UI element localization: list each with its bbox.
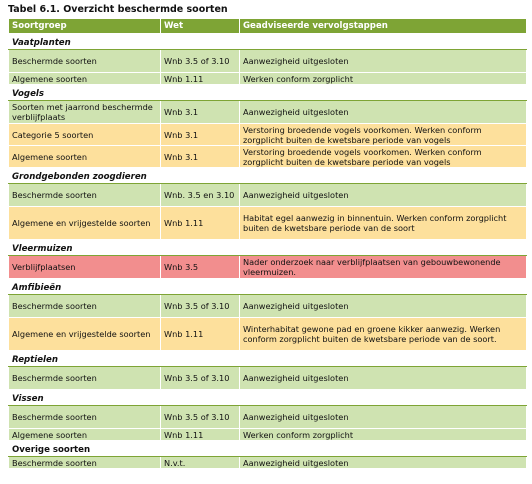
table-row [9, 124, 527, 146]
group-row-vissen [9, 390, 527, 406]
cell-advies: Aanwezigheid uitgesloten [240, 457, 527, 469]
table-row [9, 101, 527, 124]
cell-wet: Wnb 1.11 [161, 318, 240, 351]
cell-advies: Nader onderzoek naar verblijfplaatsen van gebouwbewonende vleermuizen. [240, 256, 527, 279]
table-row [9, 367, 527, 390]
header-wet: Wet [161, 19, 240, 34]
cell-soort: Algemene soorten [9, 146, 161, 168]
cell-soort: Categorie 5 soorten [9, 124, 161, 146]
cell-wet: Wnb. 3.5 en 3.10 [161, 184, 240, 207]
group-row-zoogdieren [9, 168, 527, 184]
cell-wet: Wnb 3.1 [161, 101, 240, 124]
cell-advies: Aanwezigheid uitgesloten [240, 367, 527, 390]
group-label: Grondgebonden zoogdieren [9, 168, 527, 184]
group-row-amfibieen [9, 279, 527, 295]
group-row-vleermuizen [9, 240, 527, 256]
cell-wet: N.v.t. [161, 457, 240, 469]
header-vervolgstappen: Geadviseerde vervolgstappen [240, 19, 527, 34]
table-caption: Tabel 6.1. Overzicht beschermde soorten [8, 4, 228, 15]
group-label: Amfibieën [9, 279, 527, 295]
cell-advies: Aanwezigheid uitgesloten [240, 50, 527, 73]
table-row [9, 429, 527, 441]
table-row [9, 295, 527, 318]
cell-wet: Wnb 3.1 [161, 124, 240, 146]
cell-advies: Habitat egel aanwezig in binnentuin. Werken conform zorgplicht buiten de kwetsbare periode van de soort [240, 207, 527, 240]
cell-soort: Beschermde soorten [9, 367, 161, 390]
table-row [9, 457, 527, 469]
cell-soort: Algemene soorten [9, 73, 161, 85]
cell-advies: Verstoring broedende vogels voorkomen. Werken conform zorgplicht buiten de kwetsbare periode van vogels [240, 124, 527, 146]
cell-wet: Wnb 3.5 of 3.10 [161, 295, 240, 318]
group-label: Reptielen [9, 351, 527, 367]
cell-advies: Aanwezigheid uitgesloten [240, 184, 527, 207]
cell-wet: Wnb 1.11 [161, 429, 240, 441]
cell-advies: Werken conform zorgplicht [240, 429, 527, 441]
cell-wet: Wnb 3.5 of 3.10 [161, 406, 240, 429]
group-label: Vissen [9, 390, 527, 406]
table-row [9, 184, 527, 207]
cell-wet: Wnb 3.1 [161, 146, 240, 168]
table-row [9, 73, 527, 85]
cell-wet: Wnb 3.5 of 3.10 [161, 50, 240, 73]
group-row-vaatplanten [9, 34, 527, 50]
cell-soort: Algemene en vrijgestelde soorten [9, 207, 161, 240]
group-row-overige [9, 441, 527, 457]
table-header-row [9, 19, 527, 34]
cell-soort: Beschermde soorten [9, 184, 161, 207]
group-label: Overige soorten [9, 441, 527, 457]
table-row [9, 207, 527, 240]
cell-soort: Algemene soorten [9, 429, 161, 441]
cell-advies: Aanwezigheid uitgesloten [240, 295, 527, 318]
cell-soort: Beschermde soorten [9, 457, 161, 469]
header-soortgroep: Soortgroep [9, 19, 161, 34]
group-row-vogels [9, 85, 527, 101]
group-label: Vaatplanten [9, 34, 527, 50]
cell-advies: Aanwezigheid uitgesloten [240, 406, 527, 429]
cell-soort: Beschermde soorten [9, 406, 161, 429]
cell-wet: Wnb 1.11 [161, 73, 240, 85]
cell-soort: Beschermde soorten [9, 50, 161, 73]
cell-soort: Algemene en vrijgestelde soorten [9, 318, 161, 351]
cell-soort: Verblijfplaatsen [9, 256, 161, 279]
table-row [9, 50, 527, 73]
cell-wet: Wnb 3.5 of 3.10 [161, 367, 240, 390]
cell-soort: Beschermde soorten [9, 295, 161, 318]
group-row-reptielen [9, 351, 527, 367]
cell-advies: Aanwezigheid uitgesloten [240, 101, 527, 124]
table-row [9, 256, 527, 279]
cell-soort: Soorten met jaarrond beschermde verblijfplaats [9, 101, 161, 124]
cell-advies: Verstoring broedende vogels voorkomen. Werken conform zorgplicht buiten de kwetsbare periode van vogels [240, 146, 527, 168]
table-row [9, 146, 527, 168]
cell-advies: Werken conform zorgplicht [240, 73, 527, 85]
group-label: Vleermuizen [9, 240, 527, 256]
group-label: Vogels [9, 85, 527, 101]
cell-wet: Wnb 1.11 [161, 207, 240, 240]
table-row [9, 318, 527, 351]
cell-advies: Winterhabitat gewone pad en groene kikker aanwezig. Werken conform zorgplicht buiten de kwetsbare periode van de soort. [240, 318, 527, 351]
table-row [9, 406, 527, 429]
cell-wet: Wnb 3.5 [161, 256, 240, 279]
species-table [8, 18, 527, 469]
